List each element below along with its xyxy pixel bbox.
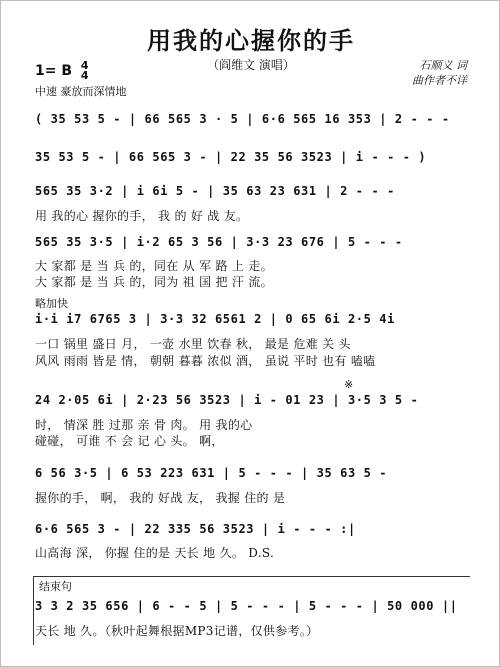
- score-line-9: 3 3 2 35 656 | 6 - - 5 | 5 - - - | 5 - - - | 50 000 ||: [35, 599, 458, 613]
- score-line-4: 565 35 3·5 | i·2 65 3 56 | 3·3 23 676 | 5 - - -: [35, 235, 403, 249]
- score-line-2: 35 53 5 - | 66 565 3 - | 22 35 56 3523 | i - - - ): [35, 150, 427, 164]
- time-signature: [81, 61, 89, 81]
- time-bottom: 4: [80, 69, 89, 82]
- score-line-3: 565 35 3·2 | i 6i 5 - | 35 63 23 631 | 2 - - -: [35, 184, 395, 198]
- singer-credit: （阎维文 演唱）: [207, 58, 295, 72]
- score-line-1: ( 35 53 5 - | 66 565 3 · 5 | 6·6 565 16 353 | 2 - - -: [35, 112, 450, 126]
- lyric-line-4b: 大 家都 是 当 兵 的，同为 祖 国 把 汗 流。: [35, 275, 273, 289]
- lyric-line-9: 天长 地 久。（秋叶起舞根据MP3记谱，仅供参考。）: [35, 624, 319, 638]
- time-top: 4: [80, 59, 89, 72]
- score-line-7: 6 56 3·5 | 6 53 223 631 | 5 - - - | 35 63 5 -: [35, 466, 388, 480]
- lyric-line-5a: 一口 锅里 盛日 月， 一壶 水里 饮春 秋， 最是 危难 关 头: [35, 337, 351, 351]
- composer-credit: 曲作者不详: [412, 74, 467, 87]
- score-line-5: i·i i7 6765 3 | 3·3 32 6561 2 | 0 65 6i 2·5 4i: [35, 312, 395, 326]
- section-ending: 结束句: [39, 580, 72, 593]
- lyric-line-4a: 大 家都 是 当 兵 的，同在 从 军 路 上 走。: [35, 259, 273, 273]
- lyric-line-5b: 风风 雨雨 皆是 情， 朝朝 暮暮 浓似 酒， 虽说 平时 也有 嗑嗑: [35, 354, 376, 368]
- score-line-6: 24 2·05 6i | 2·23 56 3523 | i - 01 23 | 3·5 3 5 -: [35, 393, 419, 407]
- lyric-line-7: 握你的手， 啊， 我的 好战 友， 我握 住的 是: [35, 491, 286, 505]
- lyric-line-3: 用 我的心 握你的手， 我 的 好 战 友。: [35, 209, 249, 223]
- key-label: 1= B: [35, 63, 73, 79]
- tempo-marking: 中速 豪放而深情地: [35, 85, 127, 98]
- key-signature: [35, 61, 89, 81]
- lyric-line-6a: 时， 情深 胜 过那 亲 骨 肉。 用 我的心: [35, 418, 253, 432]
- song-title: 用我的心握你的手: [147, 27, 355, 55]
- lyricist-credit: 石顺义 词: [419, 59, 467, 72]
- section-faster: 略加快: [35, 297, 68, 310]
- score-line-8: 6·6 565 3 - | 22 335 56 3523 | i - - - :|: [35, 522, 356, 536]
- lyric-line-6b: 碰碰， 可谁 不 会 记 心 头。 啊，: [35, 434, 224, 448]
- lyric-line-8: 山高海 深， 你握 住的是 天长 地 久。 D.S.: [35, 546, 275, 560]
- segno-mark: ※: [344, 378, 354, 391]
